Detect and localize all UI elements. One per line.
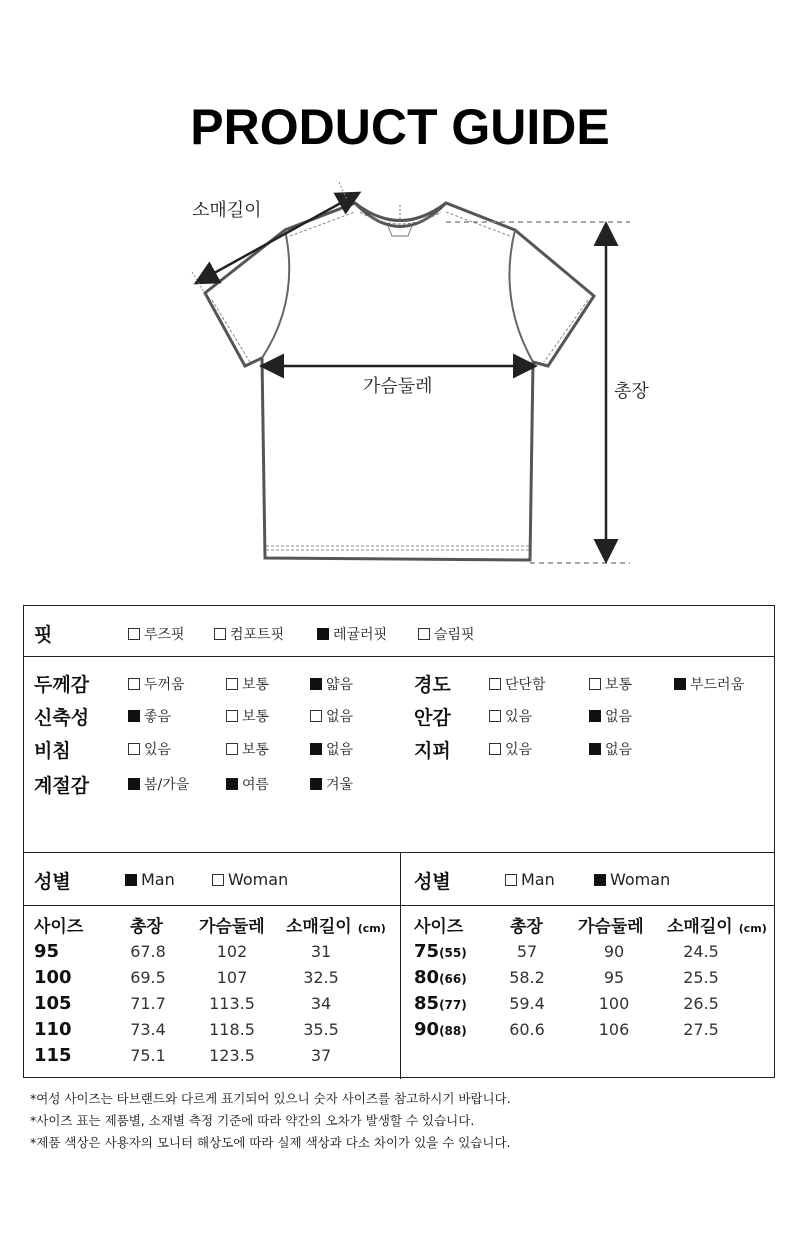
size-value-cell: 60.6 <box>509 1020 545 1039</box>
page-title: PRODUCT GUIDE <box>190 99 610 155</box>
attr-checkbox <box>310 778 322 790</box>
size-value-cell: 73.4 <box>130 1020 166 1039</box>
size-value-cell: 107 <box>216 968 248 987</box>
attr-checkbox <box>226 743 238 755</box>
gender-option: Man <box>125 870 175 889</box>
women-col-size: 사이즈 <box>414 917 464 937</box>
size-label: 110 <box>34 1019 72 1040</box>
attr-heading: 신축성 <box>34 707 90 729</box>
attr-option: 보통 <box>226 739 269 759</box>
gender-option: Woman <box>594 870 670 889</box>
attr-heading: 비침 <box>34 740 71 762</box>
size-value-cell: 69.5 <box>130 968 166 987</box>
attr-option: 없음 <box>310 739 353 759</box>
size-value-cell: 35.5 <box>303 1020 339 1039</box>
attr-checkbox <box>589 678 601 690</box>
fit-checkbox-0 <box>128 628 140 640</box>
size-value-cell: 58.2 <box>509 968 545 987</box>
women-col-length: 총장 <box>510 917 543 937</box>
size-value-cell: 113.5 <box>209 994 255 1013</box>
attr-checkbox <box>128 710 140 722</box>
size-value-cell: 59.4 <box>509 994 545 1013</box>
attr-heading: 두께감 <box>34 674 90 696</box>
size-label: 105 <box>34 993 72 1014</box>
women-gender-checkbox-0 <box>505 874 517 886</box>
fit-option: 루즈핏 <box>128 624 185 644</box>
men-gender-checkbox-1 <box>212 874 224 886</box>
fit-option: 슬림핏 <box>418 624 475 644</box>
attr-heading: 계절감 <box>34 775 90 797</box>
size-label: 100 <box>34 967 72 988</box>
attr-checkbox <box>128 678 140 690</box>
divider <box>400 852 401 1079</box>
attr-heading: 안감 <box>414 707 451 729</box>
attr-checkbox <box>128 778 140 790</box>
size-value-cell: 26.5 <box>683 994 719 1013</box>
divider <box>24 656 774 657</box>
product-info-panel <box>23 605 775 1078</box>
attr-checkbox <box>674 678 686 690</box>
attr-option: 없음 <box>310 706 353 726</box>
size-value-cell: 27.5 <box>683 1020 719 1039</box>
size-label: 95 <box>34 941 60 962</box>
attr-checkbox <box>310 710 322 722</box>
women-gender-checkbox-1 <box>594 874 606 886</box>
attr-option: 없음 <box>589 706 632 726</box>
size-value-cell: 24.5 <box>683 942 719 961</box>
gender-option: Woman <box>212 870 288 889</box>
size-value-cell: 31 <box>310 942 332 961</box>
women-col-sleeve: 소매길이 (cm) <box>667 917 767 937</box>
attr-option: 좋음 <box>128 706 171 726</box>
note-line: *사이즈 표는 제품별, 소재별 측정 기준에 따라 약간의 오차가 발생할 수 있습니다. <box>30 1113 475 1128</box>
size-value-cell: 90 <box>603 942 625 961</box>
attr-checkbox <box>489 678 501 690</box>
sleeve-length-label: 소매길이 <box>192 200 262 221</box>
size-label: 85(77) <box>414 993 467 1014</box>
tshirt-diagram <box>0 170 800 570</box>
size-value-cell: 34 <box>310 994 332 1013</box>
attr-checkbox <box>489 710 501 722</box>
attr-checkbox <box>589 743 601 755</box>
attr-checkbox <box>226 778 238 790</box>
attr-checkbox <box>310 743 322 755</box>
divider <box>24 905 774 906</box>
attr-option: 있음 <box>128 739 171 759</box>
size-value-cell: 37 <box>310 1046 332 1065</box>
attr-option: 얇음 <box>310 674 353 694</box>
size-value-cell: 95 <box>603 968 625 987</box>
note-line: *제품 색상은 사용자의 모니터 해상도에 따라 실제 색상과 다소 차이가 있을 수 있습니다. <box>30 1135 511 1150</box>
attr-checkbox <box>226 710 238 722</box>
women-col-chest: 가슴둘레 <box>578 917 644 937</box>
gender-option: Man <box>505 870 555 889</box>
fit-checkbox-2 <box>317 628 329 640</box>
size-value-cell: 102 <box>216 942 248 961</box>
attr-option: 있음 <box>489 739 532 759</box>
attr-checkbox <box>589 710 601 722</box>
size-value-cell: 25.5 <box>683 968 719 987</box>
size-value-cell: 100 <box>598 994 630 1013</box>
men-gender-checkbox-0 <box>125 874 137 886</box>
men-col-length: 총장 <box>130 917 163 937</box>
attr-checkbox <box>489 743 501 755</box>
attr-option: 겨울 <box>310 774 353 794</box>
notes <box>30 1088 511 1154</box>
size-value-cell: 106 <box>598 1020 630 1039</box>
size-label: 115 <box>34 1045 72 1066</box>
size-label: 90(88) <box>414 1019 467 1040</box>
attr-option: 보통 <box>589 674 632 694</box>
men-col-size: 사이즈 <box>34 917 84 937</box>
size-label: 75(55) <box>414 941 467 962</box>
size-label: 80(66) <box>414 967 467 988</box>
attr-option: 없음 <box>589 739 632 759</box>
attr-heading: 지퍼 <box>414 740 451 762</box>
fit-option: 컴포트핏 <box>214 624 284 644</box>
size-value-cell: 118.5 <box>209 1020 255 1039</box>
total-length-label: 총장 <box>614 381 649 402</box>
attr-checkbox <box>226 678 238 690</box>
attr-heading: 경도 <box>414 674 451 696</box>
attr-option: 봄/가을 <box>128 774 189 794</box>
attr-option: 있음 <box>489 706 532 726</box>
attr-option: 보통 <box>226 674 269 694</box>
size-value-cell: 57 <box>516 942 538 961</box>
chest-label: 가슴둘레 <box>363 376 433 397</box>
attr-option: 부드러움 <box>674 674 744 694</box>
attr-option: 단단함 <box>489 674 546 694</box>
men-col-chest: 가슴둘레 <box>199 917 265 937</box>
men-col-sleeve: 소매길이 (cm) <box>286 917 386 937</box>
divider <box>24 852 774 853</box>
fit-option: 레귤러핏 <box>317 624 387 644</box>
attr-checkbox <box>128 743 140 755</box>
size-value-cell: 32.5 <box>303 968 339 987</box>
size-value-cell: 123.5 <box>209 1046 255 1065</box>
fit-checkbox-3 <box>418 628 430 640</box>
size-value-cell: 75.1 <box>130 1046 166 1065</box>
attr-checkbox <box>310 678 322 690</box>
attr-option: 보통 <box>226 706 269 726</box>
fit-heading: 핏 <box>34 624 53 646</box>
women-gender-heading: 성별 <box>414 871 451 893</box>
fit-checkbox-1 <box>214 628 226 640</box>
note-line: *여성 사이즈는 타브랜드와 다르게 표기되어 있으니 숫자 사이즈를 참고하시기 바랍니다. <box>30 1091 511 1106</box>
size-value-cell: 67.8 <box>130 942 166 961</box>
size-value-cell: 71.7 <box>130 994 166 1013</box>
attr-option: 여름 <box>226 774 269 794</box>
attr-option: 두꺼움 <box>128 674 185 694</box>
men-gender-heading: 성별 <box>34 871 71 893</box>
